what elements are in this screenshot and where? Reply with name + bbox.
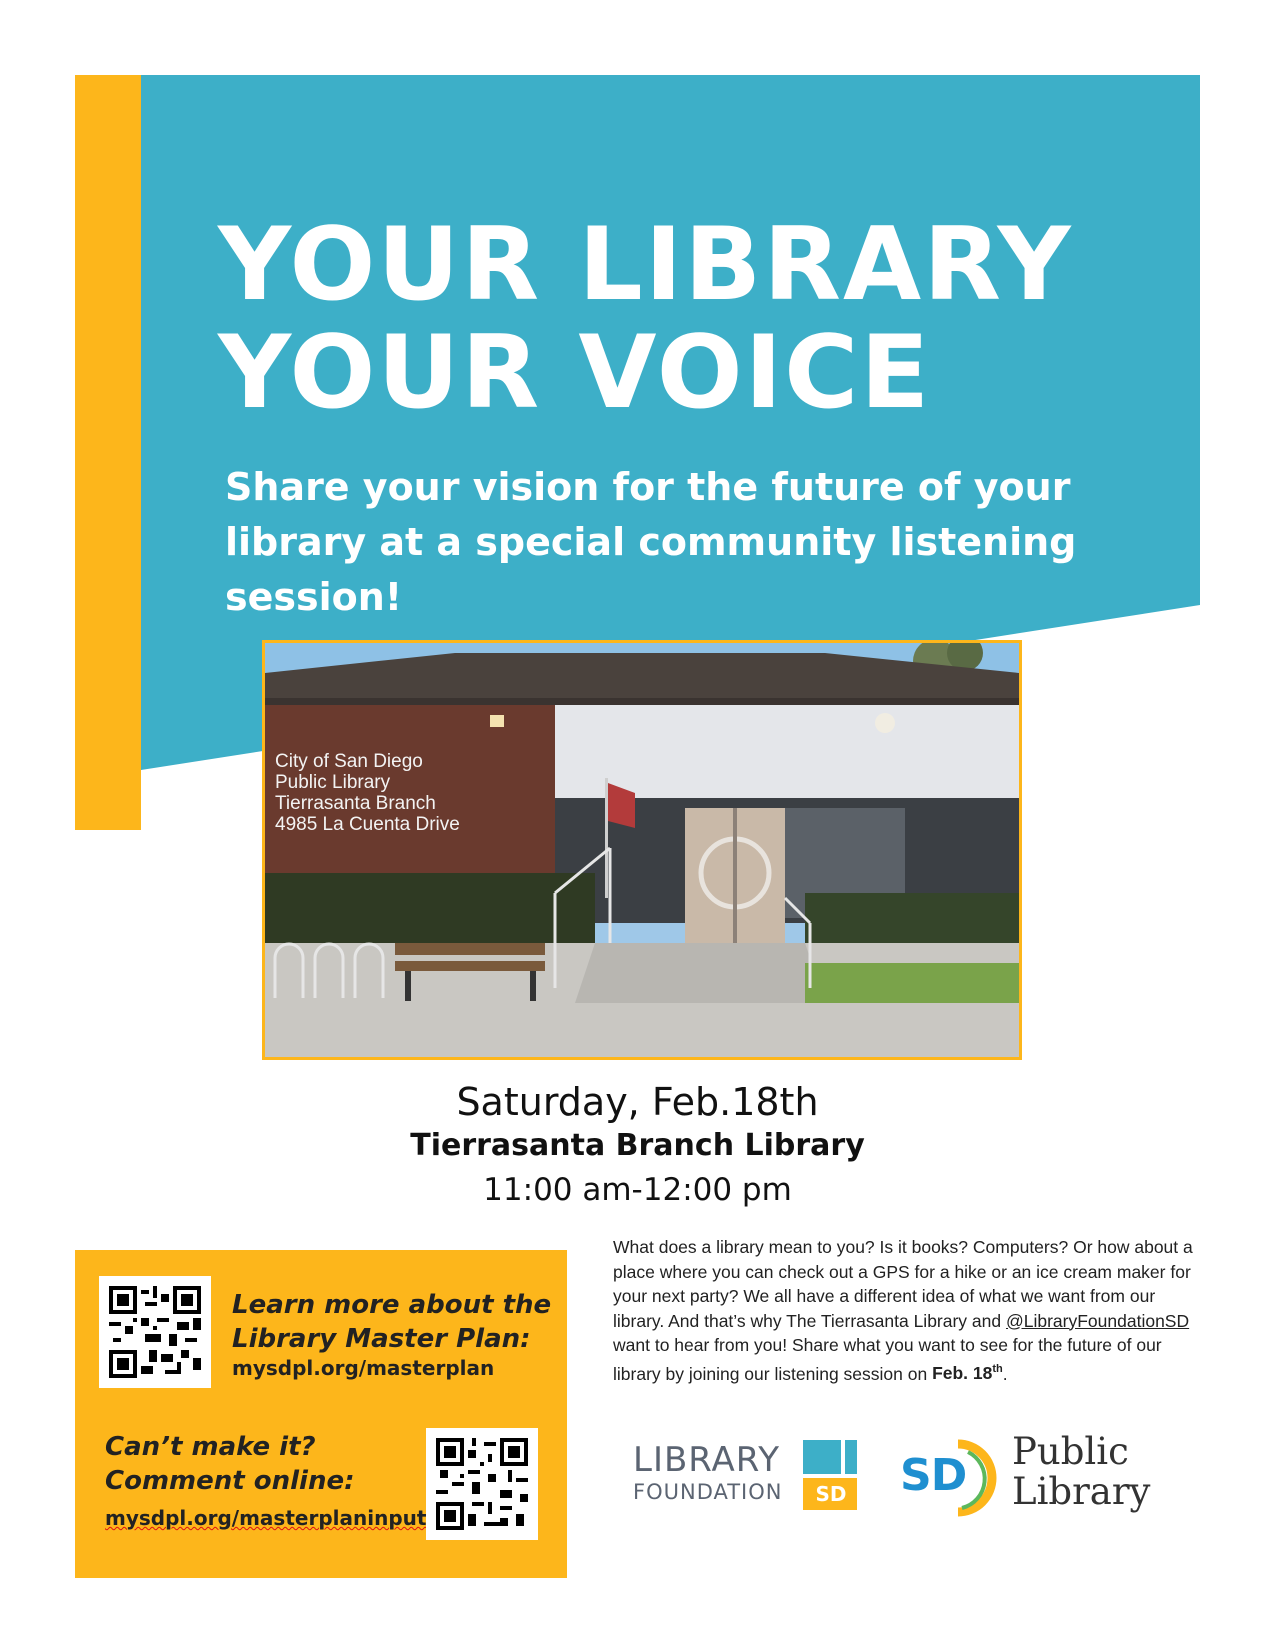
qr-code-comment[interactable] <box>426 1428 538 1540</box>
library-building-photo <box>262 640 1022 1060</box>
sign-line-1: City of San Diego <box>275 751 423 772</box>
foundation-logo-sd: SD <box>815 1482 847 1506</box>
masterplan-link[interactable]: mysdpl.org/masterplan <box>232 1356 495 1380</box>
event-date: Saturday, Feb.18th <box>456 1080 819 1124</box>
body-text-cta: want to hear from you! Share what you want to see for the future of our library by joining our listening session on <box>613 1335 1162 1384</box>
library-foundation-sd-logo <box>633 1440 863 1510</box>
comment-online-link[interactable] <box>105 1506 426 1530</box>
body-text-intro: What does a library mean to you? Is it books? Computers? Or how about a place where you can check out a GPS for a hike or an ice cream maker for your next party? We all have a different idea of what we want from our library. And that’s why The Tierrasanta Library and <box>613 1237 1193 1331</box>
library-building-illustration <box>265 643 1019 1057</box>
yellow-accent-bar <box>75 75 141 830</box>
sign-line-2: Public Library <box>275 772 391 793</box>
sign-line-3: Tierrasanta Branch <box>275 793 436 814</box>
headline-line-1: YOUR LIBRARY <box>218 205 1073 323</box>
sign-line-4: 4985 La Cuenta Drive <box>275 814 460 835</box>
headline-line-2: YOUR VOICE <box>218 313 932 431</box>
public-logo-sd: SD <box>900 1450 967 1501</box>
body-bold-date-text: Feb. 18 <box>932 1363 993 1384</box>
body-text-end: . <box>1002 1363 1008 1384</box>
headline <box>218 205 1073 431</box>
comment-online-link-text[interactable]: mysdpl.org/masterplaninput <box>105 1506 427 1530</box>
sd-public-library-logo <box>900 1428 1160 1518</box>
qr-code-icon <box>436 1438 528 1530</box>
public-logo-word-public: Public <box>1012 1430 1129 1473</box>
foundation-logo-word-foundation: FOUNDATION <box>633 1480 783 1504</box>
subheadline: Share your vision for the future of your library at a special community listening session! <box>225 465 1077 619</box>
event-time: 11:00 am-12:00 pm <box>483 1172 792 1208</box>
public-logo-word-library: Library <box>1012 1470 1151 1513</box>
body-paragraph <box>613 1235 1193 1386</box>
learn-more-heading: Learn more about the Library Master Plan: <box>232 1290 552 1354</box>
event-location: Tierrasanta Branch Library <box>410 1128 865 1163</box>
foundation-logo-word-library: LIBRARY <box>633 1440 781 1480</box>
qr-code-icon <box>109 1286 201 1378</box>
body-bold-date <box>932 1363 1003 1383</box>
library-foundation-handle-link[interactable]: @LibraryFoundationSD <box>1005 1310 1190 1331</box>
body-bold-date-suffix: th <box>992 1363 1003 1376</box>
qr-code-masterplan[interactable] <box>99 1276 211 1388</box>
cant-make-it-heading: Can’t make it? Comment online: <box>105 1432 355 1496</box>
info-box <box>75 1250 567 1578</box>
